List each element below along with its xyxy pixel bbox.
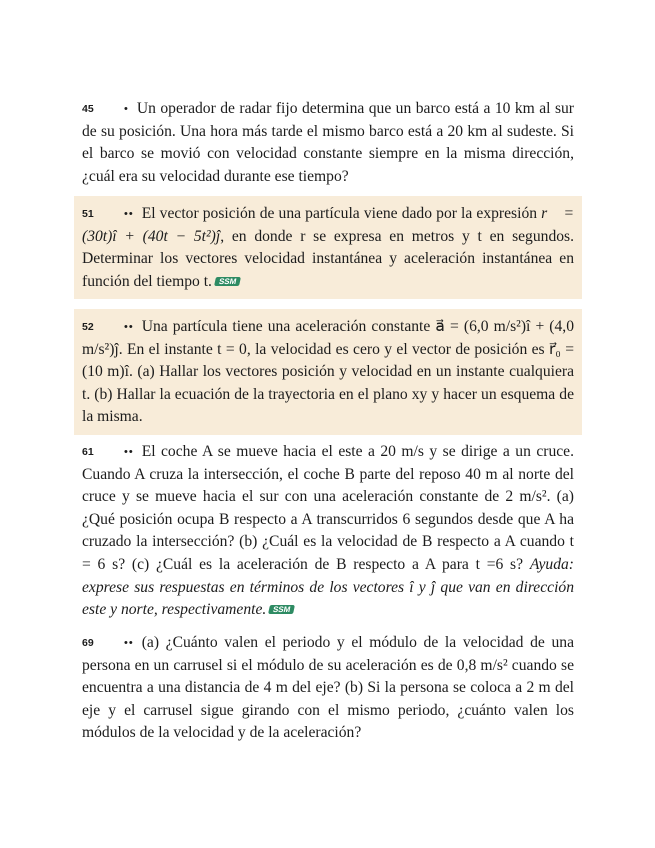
problem-number: 45 [82, 103, 94, 115]
difficulty-bullets: • [124, 103, 129, 115]
problem-text-cont: . En el instante t = 0, la velocidad es cero y el vector de posición es [118, 340, 549, 358]
difficulty-bullets: •• [124, 637, 134, 649]
problem-text-cont: , en donde r se expresa en metros y t en segundos. Determinar los vectores velocidad instantánea y aceleración instantánea en función del tiempo t. [82, 227, 575, 290]
difficulty-bullets: •• [124, 208, 134, 220]
problem-text: (a) ¿Cuánto valen el periodo y el módulo de la velocidad de una persona en un carrusel si el módulo de su aceleración es de 0,8 m/s² cuando se encuentra a una distancia de 4 m del eje? (b) Si la persona se coloca a 2 m del eje y el carrusel sigue girando con el mismo periodo, ¿cuánto valen los módulos de la velocidad y de la aceleración? [82, 634, 574, 742]
problem-number: 61 [82, 446, 94, 458]
problem-text: Una partícula tiene una aceleración constante [141, 318, 436, 335]
problem-45 [82, 98, 574, 188]
problem-text-end: . (a) Hallar los vectores posición y velocidad en un instante cualquiera t. (b) Hallar la ecuación de la trayectoria en el plano xy y hacer un esquema de la misma. [82, 363, 575, 426]
problem-number: 69 [82, 637, 94, 649]
problem-69 [82, 632, 574, 745]
difficulty-bullets: •• [124, 446, 134, 458]
ssm-badge: SSM [268, 605, 295, 614]
difficulty-bullets: •• [124, 321, 134, 333]
problem-text: Un operador de radar fijo determina que un barco está a 10 km al sur de su posición. Una hora más tarde el mismo barco está a 20 km al sudeste. Si el barco se movió con velocidad constante siempre en la misma dirección, ¿cuál era su velocidad durante ese tiempo? [82, 100, 574, 185]
problem-51 [74, 196, 582, 299]
problem-61 [82, 441, 574, 622]
problem-number: 51 [82, 208, 94, 220]
position-equation: r⃗₀ = (10 m)î [82, 340, 575, 381]
ssm-badge: SSM [214, 277, 241, 286]
problem-text: El coche A se mueve hacia el este a 20 m/s y se dirige a un cruce. Cuando A cruza la intersección, el coche B parte del reposo 40 m al norte del cruce y se mueve hacia el sur con una aceleración constante de 2 m/s². (a) ¿Qué posición ocupa B respecto a A transcurridos 6 segundos desde que A ha cruzado la intersección? (b) ¿Cuál es la velocidad de B respecto a A cuando t = 6 s? (c) ¿Cuál es la aceleración de B respecto a A para t =6 s? [82, 443, 574, 573]
problem-text: El vector posición de una partícula viene dado por la expresión [141, 205, 542, 222]
problem-52 [74, 309, 582, 435]
hint-text: Ayuda: exprese sus respuestas en términos de los vectores î y ĵ que van en dirección este y norte, respectivamente. [82, 555, 574, 619]
acceleration-equation: a⃗ = (6,0 m/s²)î + (4,0 m/s²)ĵ [82, 318, 574, 358]
problem-number: 52 [82, 321, 94, 333]
position-equation: r⃗ = (30t)î + (40t − 5t²)ĵ [82, 205, 574, 245]
